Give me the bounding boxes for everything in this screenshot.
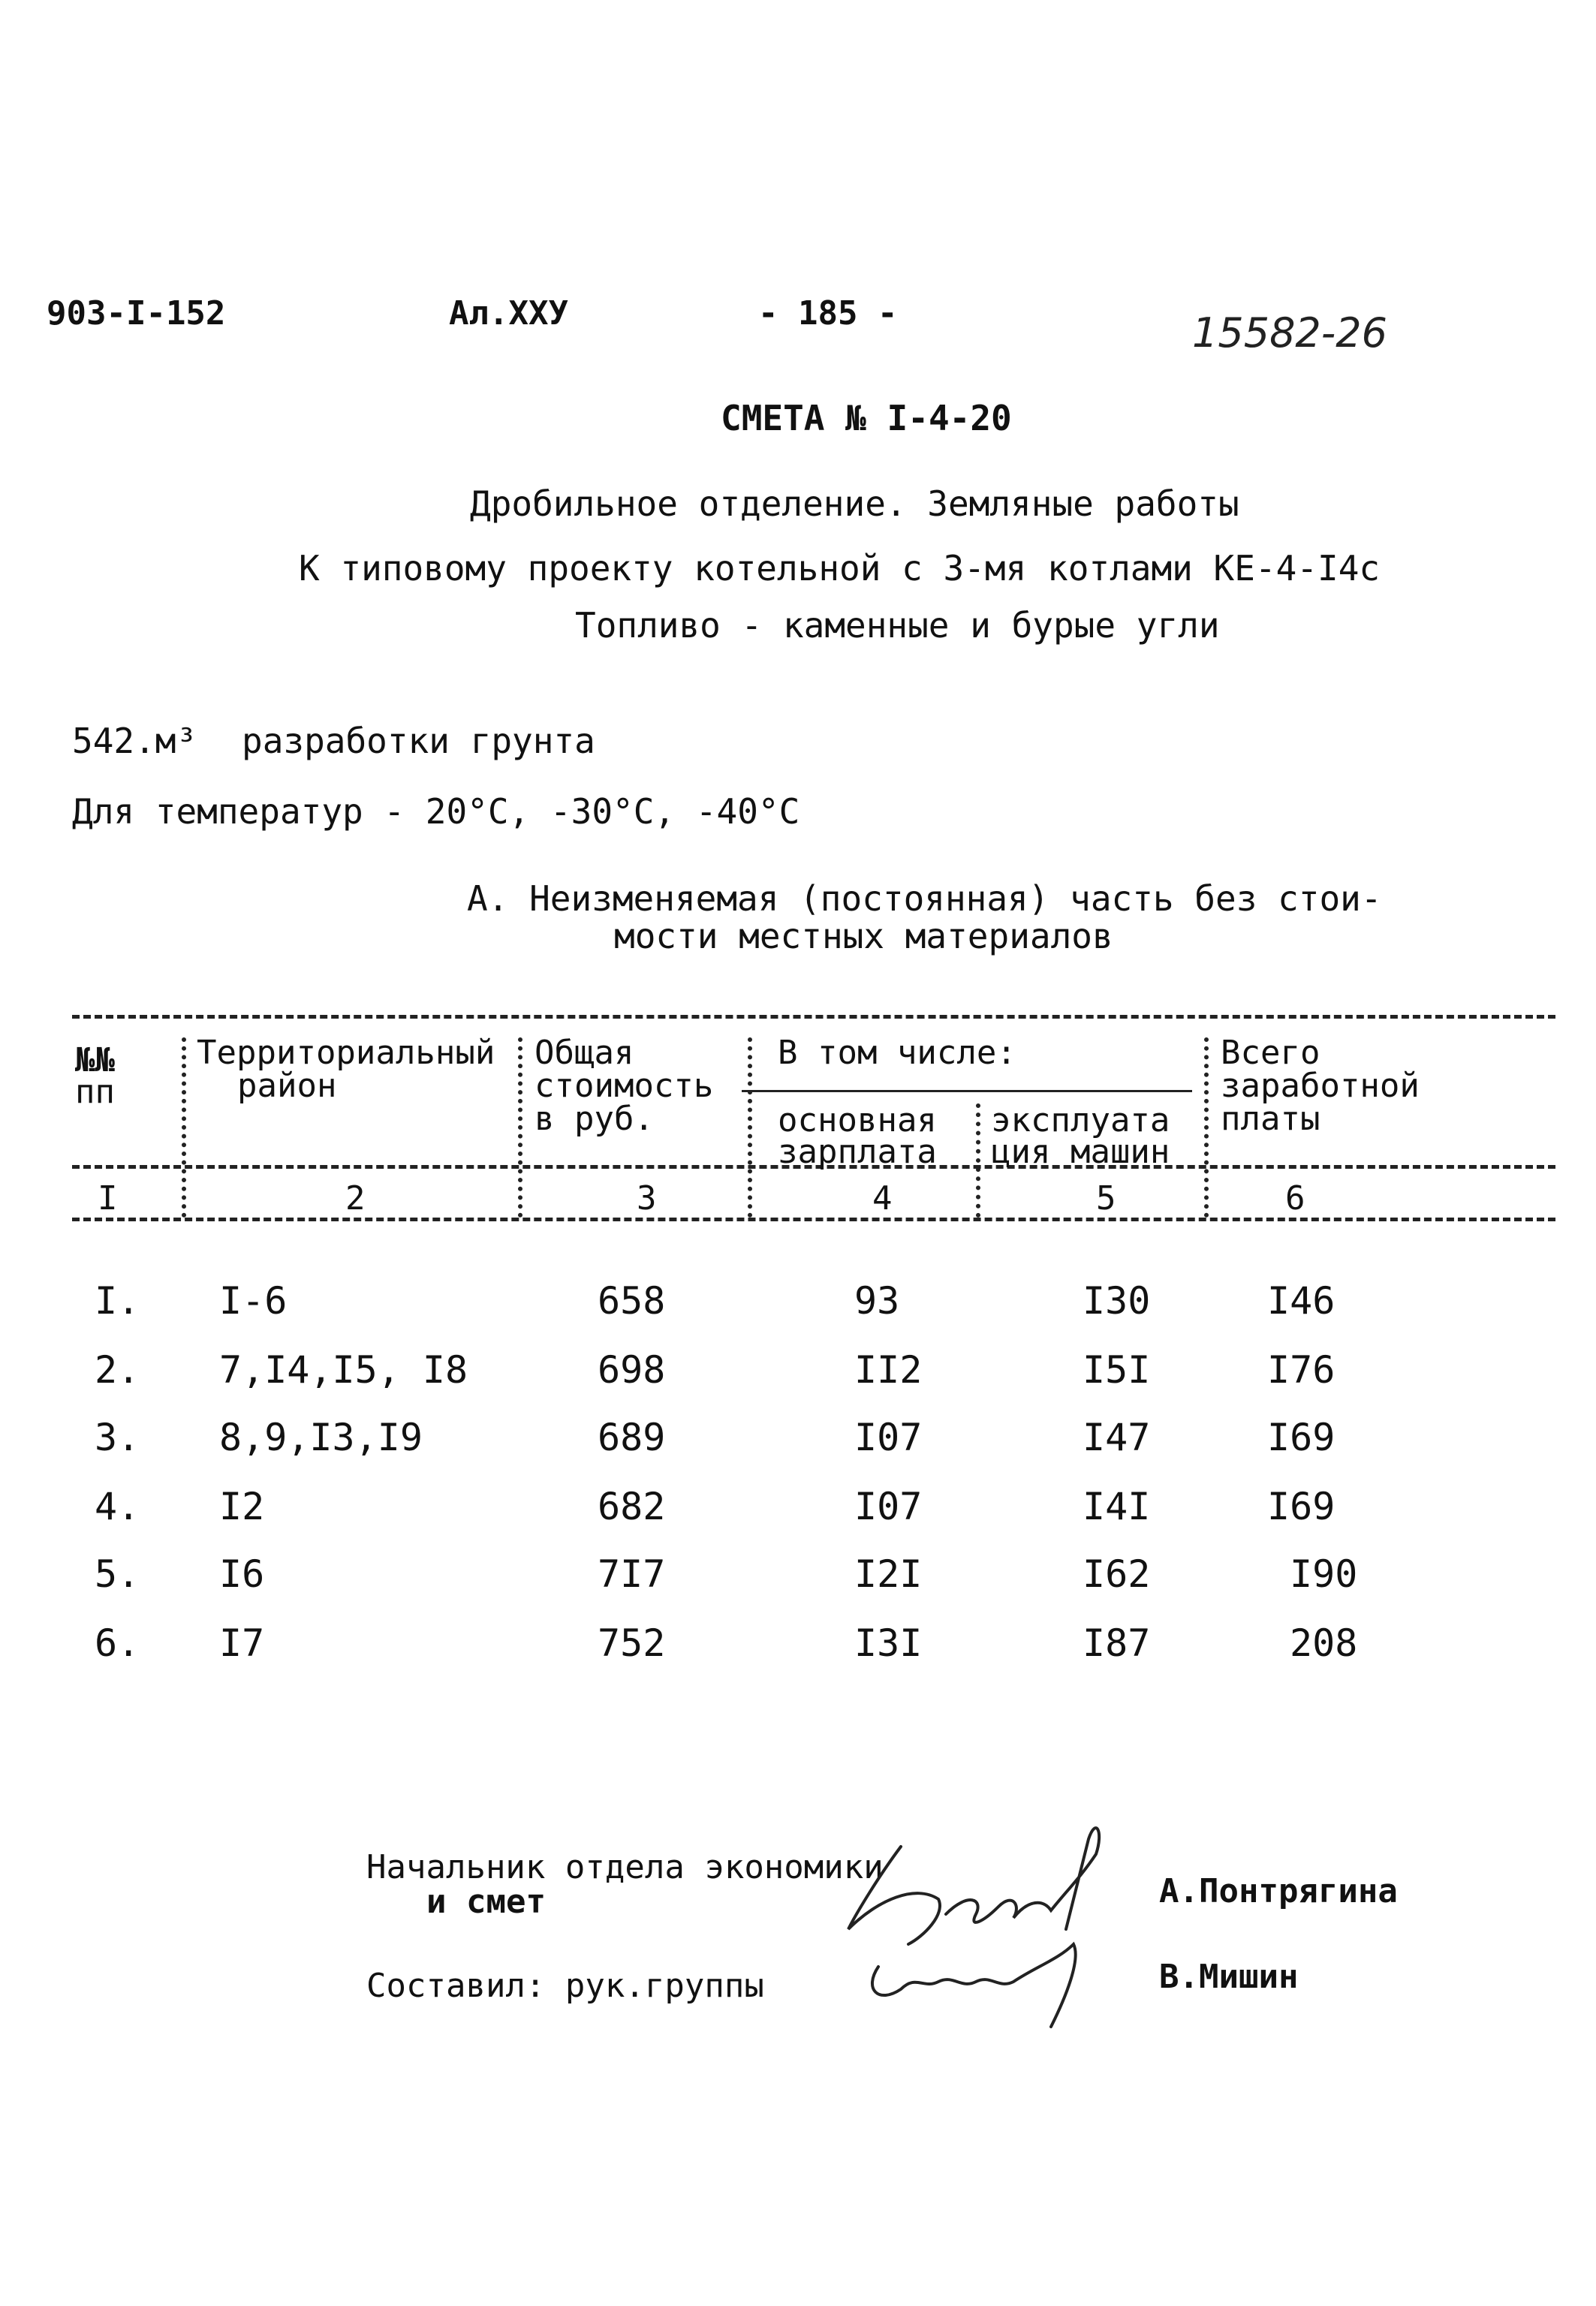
- row-2-number: 2.: [95, 1348, 140, 1392]
- signer-1-role-b: и смет: [426, 1883, 546, 1921]
- header-total-c: в руб.: [535, 1100, 654, 1138]
- row-5-salary: I2I: [854, 1552, 923, 1596]
- row-5-number: 5.: [95, 1552, 140, 1596]
- row-4-number: 4.: [95, 1485, 140, 1528]
- row-3-wages: I69: [1267, 1416, 1336, 1459]
- row-6-region: I7: [219, 1621, 265, 1665]
- colnum-6: 6: [1285, 1179, 1305, 1218]
- colnum-4: 4: [872, 1179, 893, 1218]
- estimate-heading: СМЕТА № I-4-20: [721, 398, 1012, 438]
- header-no-b: пп: [75, 1073, 115, 1111]
- col-sep-1: [182, 1037, 186, 1218]
- title-line-1: Дробильное отделение. Земляные работы: [470, 483, 1239, 524]
- row-2-region: 7,I4,I5, I8: [219, 1348, 468, 1392]
- doc-number: 903-I-152: [47, 294, 226, 333]
- header-group: В том числе:: [778, 1034, 1016, 1072]
- row-3-machines: I47: [1083, 1416, 1151, 1459]
- header-machines-a: эксплуата: [991, 1101, 1170, 1139]
- header-wages-b: заработной: [1221, 1067, 1420, 1105]
- row-4-salary: I07: [854, 1485, 923, 1528]
- row-4-region: I2: [219, 1485, 265, 1528]
- album-number: Ал.XXУ: [449, 294, 568, 333]
- row-6-number: 6.: [95, 1621, 140, 1665]
- col-sep-2: [518, 1037, 522, 1218]
- header-salary-a: основная: [778, 1101, 937, 1139]
- col-sep-3: [748, 1037, 752, 1218]
- signer-1-name: А.Понтрягина: [1159, 1872, 1398, 1910]
- row-3-region: 8,9,I3,I9: [219, 1416, 423, 1459]
- signer-1-role-a: Начальник отдела экономики: [366, 1848, 884, 1886]
- row-5-wages: I90: [1290, 1552, 1358, 1596]
- header-no-a: №№: [75, 1041, 115, 1079]
- signer-2-name: В.Мишин: [1159, 1958, 1299, 1996]
- row-1-wages: I46: [1267, 1279, 1336, 1323]
- row-6-wages: 208: [1290, 1621, 1358, 1665]
- row-5-total: 7I7: [598, 1552, 666, 1596]
- row-4-machines: I4I: [1083, 1485, 1151, 1528]
- page-number: - 185 -: [758, 294, 898, 333]
- colnum-3: 3: [637, 1179, 657, 1218]
- colnum-1: I: [98, 1179, 118, 1218]
- volume-label: разработки грунта: [242, 721, 595, 761]
- signature-1-mark: [833, 1787, 1179, 2034]
- header-total-a: Общая: [535, 1034, 634, 1072]
- table-colnum-rule: [72, 1218, 1555, 1221]
- temperatures: Для температур - 20°С, -30°С, -40°С: [72, 791, 800, 832]
- title-line-2: К типовому проекту котельной с 3-мя котлами КЕ-4-I4с: [299, 548, 1381, 589]
- row-1-number: I.: [95, 1279, 140, 1323]
- section-line-2: мости местных материалов: [614, 916, 1113, 956]
- row-4-total: 682: [598, 1485, 666, 1528]
- group-underline: [742, 1090, 1192, 1092]
- header-wages-a: Всего: [1221, 1034, 1320, 1072]
- row-3-number: 3.: [95, 1416, 140, 1459]
- row-1-machines: I30: [1083, 1279, 1151, 1323]
- colnum-2: 2: [345, 1179, 366, 1218]
- row-6-salary: I3I: [854, 1621, 923, 1665]
- row-5-machines: I62: [1083, 1552, 1151, 1596]
- header-region-a: Территориальный: [197, 1034, 495, 1072]
- row-4-wages: I69: [1267, 1485, 1336, 1528]
- row-1-region: I-6: [219, 1279, 288, 1323]
- header-wages-c: платы: [1221, 1100, 1320, 1138]
- handwritten-id: 15582-26: [1192, 309, 1387, 357]
- row-2-machines: I5I: [1083, 1348, 1151, 1392]
- row-6-machines: I87: [1083, 1621, 1151, 1665]
- colnum-5: 5: [1096, 1179, 1116, 1218]
- col-sep-5: [1204, 1037, 1209, 1218]
- volume-qty: 542.м³: [72, 721, 197, 761]
- header-region-b: район: [237, 1067, 337, 1105]
- row-3-total: 689: [598, 1416, 666, 1459]
- table-top-rule: [72, 1015, 1555, 1019]
- row-5-region: I6: [219, 1552, 265, 1596]
- row-6-total: 752: [598, 1621, 666, 1665]
- row-1-total: 658: [598, 1279, 666, 1323]
- title-line-3: Топливо - каменные и бурые угли: [575, 605, 1220, 646]
- signer-2-role: Составил: рук.группы: [366, 1967, 764, 2005]
- section-line-1: А. Неизменяемая (постоянная) часть без стои-: [467, 878, 1382, 919]
- col-sep-4: [976, 1103, 980, 1218]
- header-salary-b: зарплата: [778, 1133, 937, 1171]
- header-machines-b: ция машин: [991, 1133, 1170, 1171]
- row-3-salary: I07: [854, 1416, 923, 1459]
- row-1-salary: 93: [854, 1279, 900, 1323]
- row-2-wages: I76: [1267, 1348, 1336, 1392]
- row-2-total: 698: [598, 1348, 666, 1392]
- header-total-b: стоимость: [535, 1067, 714, 1105]
- row-2-salary: II2: [854, 1348, 923, 1392]
